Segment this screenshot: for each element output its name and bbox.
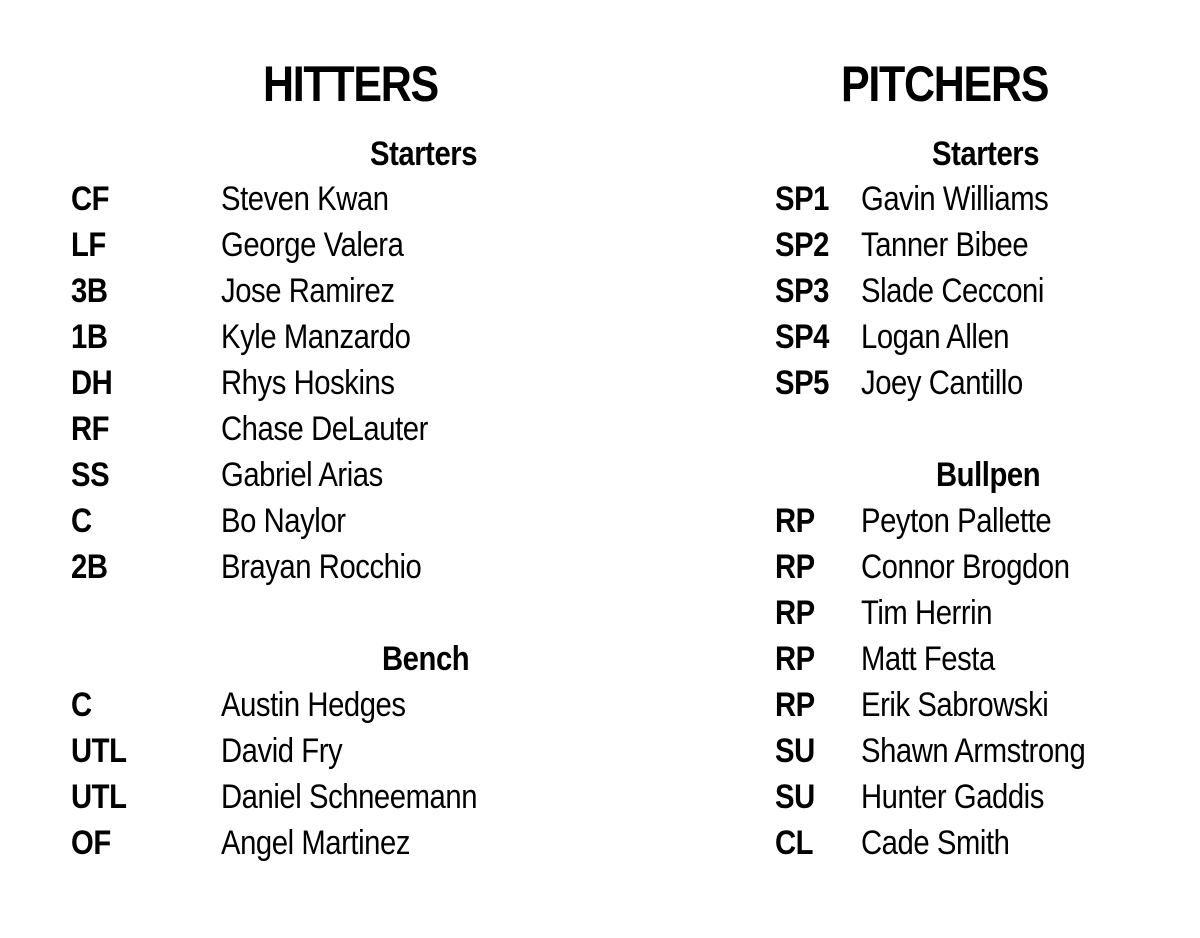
position-label: C: [71, 502, 92, 540]
position-label: LF: [71, 226, 106, 264]
position-label: CL: [775, 824, 814, 862]
position-label: SS: [71, 456, 110, 494]
player-name: Steven Kwan: [221, 180, 389, 218]
player-name: Matt Festa: [861, 640, 995, 678]
pitchers-starters-label: Starters: [932, 135, 1040, 173]
hitters-bench-label: Bench: [382, 640, 470, 678]
position-label: DH: [71, 364, 113, 402]
player-name: Tim Herrin: [861, 594, 993, 632]
player-name: Erik Sabrowski: [861, 686, 1049, 724]
player-name: Joey Cantillo: [861, 364, 1023, 402]
player-name: Austin Hedges: [221, 686, 406, 724]
position-label: RP: [775, 548, 815, 586]
pitchers-bullpen-label: Bullpen: [936, 456, 1041, 494]
position-label: SP1: [775, 180, 829, 218]
position-label: CF: [71, 180, 110, 218]
player-name: Peyton Pallette: [861, 502, 1052, 540]
player-name: Tanner Bibee: [861, 226, 1029, 264]
player-name: Jose Ramirez: [221, 272, 395, 310]
position-label: RP: [775, 640, 815, 678]
position-label: SP2: [775, 226, 829, 264]
player-name: Rhys Hoskins: [221, 364, 395, 402]
player-name: David Fry: [221, 732, 343, 770]
position-label: RF: [71, 410, 110, 448]
player-name: Connor Brogdon: [861, 548, 1070, 586]
player-name: Slade Cecconi: [861, 272, 1044, 310]
player-name: Brayan Rocchio: [221, 548, 422, 586]
player-name: Chase DeLauter: [221, 410, 428, 448]
player-name: George Valera: [221, 226, 404, 264]
player-name: Bo Naylor: [221, 502, 346, 540]
player-name: Shawn Armstrong: [861, 732, 1086, 770]
position-label: 3B: [71, 272, 108, 310]
player-name: Angel Martinez: [221, 824, 411, 862]
position-label: 1B: [71, 318, 108, 356]
pitchers-title: PITCHERS: [841, 56, 1049, 112]
player-name: Gavin Williams: [861, 180, 1049, 218]
position-label: C: [71, 686, 92, 724]
position-label: SP4: [775, 318, 829, 356]
player-name: Kyle Manzardo: [221, 318, 411, 356]
player-name: Cade Smith: [861, 824, 1010, 862]
player-name: Logan Allen: [861, 318, 1010, 356]
hitters-title: HITTERS: [263, 56, 438, 112]
position-label: SU: [775, 732, 815, 770]
player-name: Gabriel Arias: [221, 456, 383, 494]
position-label: RP: [775, 686, 815, 724]
player-name: Hunter Gaddis: [861, 778, 1044, 816]
position-label: OF: [71, 824, 111, 862]
hitters-starters-label: Starters: [370, 135, 478, 173]
position-label: 2B: [71, 548, 108, 586]
player-name: Daniel Schneemann: [221, 778, 478, 816]
position-label: UTL: [71, 778, 127, 816]
position-label: UTL: [71, 732, 127, 770]
position-label: SP3: [775, 272, 829, 310]
position-label: SP5: [775, 364, 829, 402]
position-label: SU: [775, 778, 815, 816]
position-label: RP: [775, 594, 815, 632]
position-label: RP: [775, 502, 815, 540]
